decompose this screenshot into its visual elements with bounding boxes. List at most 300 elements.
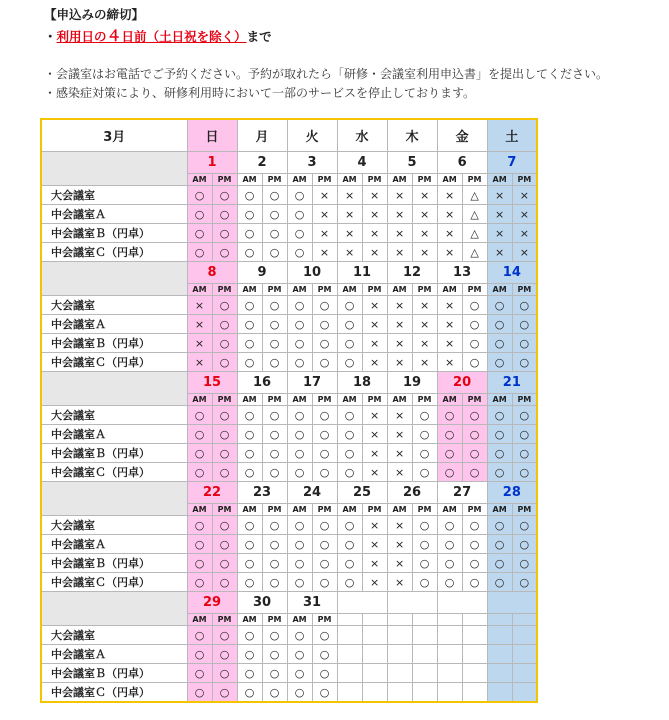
availability-mark: ○ — [287, 626, 312, 645]
availability-mark: ○ — [312, 406, 337, 425]
room-row — [41, 425, 537, 444]
date-number: 22 — [187, 482, 237, 504]
am-label: AM — [387, 284, 412, 296]
room-name: 中会議室Ａ — [41, 315, 187, 334]
availability-mark: ○ — [262, 243, 287, 262]
availability-mark: ○ — [237, 224, 262, 243]
availability-mark — [362, 626, 387, 645]
am-label: AM — [387, 174, 412, 186]
availability-mark: ○ — [212, 645, 237, 664]
availability-mark: ○ — [512, 516, 537, 535]
availability-mark: ○ — [462, 296, 487, 315]
date-number: 3 — [287, 152, 337, 174]
am-label: AM — [237, 284, 262, 296]
availability-mark: × — [387, 205, 412, 224]
availability-mark: ○ — [462, 444, 487, 463]
date-number: 15 — [187, 372, 237, 394]
pm-label: PM — [312, 394, 337, 406]
availability-mark: ○ — [512, 573, 537, 592]
availability-mark: ○ — [337, 353, 362, 372]
availability-mark: ○ — [262, 573, 287, 592]
availability-mark: ○ — [237, 243, 262, 262]
room-row — [41, 664, 537, 683]
am-label — [337, 614, 362, 626]
availability-mark: ○ — [212, 664, 237, 683]
am-label: AM — [287, 614, 312, 626]
availability-mark: ○ — [487, 573, 512, 592]
availability-mark: ○ — [262, 444, 287, 463]
pm-label: PM — [362, 394, 387, 406]
availability-mark: × — [362, 444, 387, 463]
availability-mark: ○ — [212, 353, 237, 372]
room-name: 中会議室Ｂ（円卓） — [41, 334, 187, 353]
deadline-red-paren: （土日祝を除く） — [146, 29, 247, 44]
availability-mark: × — [362, 296, 387, 315]
deadline-header: 【申込みの締切】 — [44, 7, 145, 22]
availability-mark — [437, 645, 462, 664]
availability-mark: ○ — [512, 425, 537, 444]
availability-mark: ○ — [212, 406, 237, 425]
pm-label: PM — [412, 394, 437, 406]
availability-mark: ○ — [212, 573, 237, 592]
availability-mark: ○ — [187, 535, 212, 554]
availability-mark: ○ — [337, 516, 362, 535]
availability-mark: × — [412, 353, 437, 372]
date-number: 26 — [387, 482, 437, 504]
availability-mark: ○ — [287, 554, 312, 573]
availability-mark: ○ — [487, 406, 512, 425]
availability-mark: × — [187, 315, 212, 334]
month-label: 3月 — [41, 119, 187, 152]
availability-mark: × — [412, 224, 437, 243]
room-row — [41, 463, 537, 482]
availability-mark: ○ — [337, 406, 362, 425]
availability-mark: × — [187, 353, 212, 372]
week-label-cell — [41, 262, 187, 296]
availability-mark: ○ — [462, 353, 487, 372]
availability-mark: ○ — [412, 535, 437, 554]
room-name: 大会議室 — [41, 516, 187, 535]
availability-mark: ○ — [187, 463, 212, 482]
am-label: AM — [487, 394, 512, 406]
availability-mark: ○ — [187, 683, 212, 703]
availability-mark: × — [387, 406, 412, 425]
availability-mark: ○ — [512, 535, 537, 554]
availability-mark: × — [387, 425, 412, 444]
pm-label: PM — [362, 284, 387, 296]
room-name: 中会議室Ｃ（円卓） — [41, 683, 187, 703]
availability-mark: ○ — [512, 554, 537, 573]
availability-mark: × — [312, 243, 337, 262]
availability-mark: × — [412, 205, 437, 224]
availability-mark: ○ — [262, 425, 287, 444]
availability-mark: ○ — [187, 205, 212, 224]
availability-mark: ○ — [512, 463, 537, 482]
availability-mark: × — [487, 205, 512, 224]
pm-label — [512, 614, 537, 626]
availability-mark: ○ — [262, 334, 287, 353]
date-number: 6 — [437, 152, 487, 174]
availability-mark: ○ — [487, 535, 512, 554]
availability-mark: × — [412, 243, 437, 262]
am-label: AM — [187, 394, 212, 406]
availability-mark: ○ — [337, 296, 362, 315]
am-label: AM — [487, 504, 512, 516]
availability-mark: × — [337, 186, 362, 205]
availability-mark: ○ — [437, 535, 462, 554]
availability-mark: × — [187, 334, 212, 353]
pm-label: PM — [212, 284, 237, 296]
availability-mark — [462, 626, 487, 645]
availability-mark: ○ — [187, 444, 212, 463]
room-name: 大会議室 — [41, 406, 187, 425]
deadline-bullet: ・ — [44, 29, 57, 44]
availability-mark — [387, 664, 412, 683]
availability-mark: ○ — [237, 353, 262, 372]
room-name: 大会議室 — [41, 186, 187, 205]
room-row — [41, 334, 537, 353]
date-number: 18 — [337, 372, 387, 394]
pm-label: PM — [212, 504, 237, 516]
week-label-cell — [41, 482, 187, 516]
availability-mark: ○ — [212, 626, 237, 645]
availability-mark: ○ — [287, 406, 312, 425]
availability-mark: ○ — [312, 353, 337, 372]
availability-mark: ○ — [187, 645, 212, 664]
availability-mark: ○ — [262, 683, 287, 703]
availability-mark: ○ — [212, 444, 237, 463]
availability-mark: × — [362, 186, 387, 205]
availability-mark: ○ — [412, 463, 437, 482]
availability-mark: ○ — [412, 573, 437, 592]
availability-mark: ○ — [462, 425, 487, 444]
room-name: 中会議室Ｃ（円卓） — [41, 353, 187, 372]
availability-mark: ○ — [287, 353, 312, 372]
availability-mark: ○ — [412, 444, 437, 463]
pm-label: PM — [512, 284, 537, 296]
availability-mark: ○ — [212, 315, 237, 334]
availability-mark — [337, 626, 362, 645]
note-phone-reservation: ・会議室はお電話でご予約ください。予約が取れたら「研修・会議室利用申込書」を提出してください。 — [44, 67, 609, 81]
availability-mark: ○ — [262, 554, 287, 573]
date-number: 21 — [487, 372, 537, 394]
date-number: 27 — [437, 482, 487, 504]
availability-mark: ○ — [437, 573, 462, 592]
availability-mark: ○ — [212, 683, 237, 703]
availability-mark: × — [487, 186, 512, 205]
availability-mark: ○ — [312, 645, 337, 664]
availability-mark: ○ — [187, 664, 212, 683]
pm-label: PM — [262, 614, 287, 626]
room-row — [41, 353, 537, 372]
availability-mark: ○ — [237, 186, 262, 205]
availability-mark: × — [387, 554, 412, 573]
availability-mark: ○ — [337, 554, 362, 573]
room-name: 中会議室Ａ — [41, 645, 187, 664]
availability-mark — [512, 645, 537, 664]
availability-mark — [387, 645, 412, 664]
availability-mark — [387, 683, 412, 703]
pm-label: PM — [262, 174, 287, 186]
date-number: 20 — [437, 372, 487, 394]
am-label: AM — [237, 504, 262, 516]
pm-label: PM — [312, 174, 337, 186]
availability-mark: ○ — [287, 224, 312, 243]
availability-mark: × — [362, 243, 387, 262]
room-name: 中会議室Ａ — [41, 205, 187, 224]
room-row — [41, 626, 537, 645]
date-number: 29 — [187, 592, 237, 614]
date-number — [387, 592, 437, 614]
weekday-header: 木 — [387, 119, 437, 152]
am-label: AM — [387, 394, 412, 406]
room-name: 中会議室Ａ — [41, 535, 187, 554]
availability-mark: ○ — [212, 334, 237, 353]
room-name: 中会議室Ａ — [41, 425, 187, 444]
availability-mark: ○ — [487, 444, 512, 463]
pm-label: PM — [412, 174, 437, 186]
date-number: 25 — [337, 482, 387, 504]
date-number: 28 — [487, 482, 537, 504]
date-number: 14 — [487, 262, 537, 284]
weekday-header: 月 — [237, 119, 287, 152]
availability-mark — [512, 626, 537, 645]
availability-mark: ○ — [512, 353, 537, 372]
availability-mark: × — [512, 224, 537, 243]
week-date-row — [41, 482, 537, 504]
availability-mark: ○ — [287, 463, 312, 482]
availability-mark: ○ — [462, 315, 487, 334]
availability-mark: ○ — [312, 683, 337, 703]
date-number: 2 — [237, 152, 287, 174]
date-number: 16 — [237, 372, 287, 394]
pm-label: PM — [462, 394, 487, 406]
room-row — [41, 573, 537, 592]
room-row — [41, 535, 537, 554]
availability-mark: ○ — [462, 334, 487, 353]
availability-mark: ○ — [237, 645, 262, 664]
availability-mark: ○ — [187, 626, 212, 645]
availability-mark: × — [387, 315, 412, 334]
pm-label: PM — [412, 284, 437, 296]
availability-mark: × — [387, 535, 412, 554]
availability-mark: ○ — [487, 554, 512, 573]
week-label-cell — [41, 592, 187, 626]
am-label: AM — [287, 394, 312, 406]
room-row — [41, 516, 537, 535]
availability-mark — [437, 626, 462, 645]
am-label: AM — [437, 394, 462, 406]
room-row — [41, 205, 537, 224]
availability-mark: × — [362, 406, 387, 425]
availability-mark: ○ — [287, 664, 312, 683]
pm-label: PM — [412, 504, 437, 516]
availability-mark: ○ — [287, 573, 312, 592]
date-number: 12 — [387, 262, 437, 284]
am-label: AM — [237, 394, 262, 406]
room-name: 中会議室Ｂ（円卓） — [41, 554, 187, 573]
availability-mark — [412, 626, 437, 645]
date-number: 1 — [187, 152, 237, 174]
availability-mark: ○ — [437, 516, 462, 535]
availability-mark: ○ — [512, 296, 537, 315]
date-number — [337, 592, 387, 614]
availability-mark: ○ — [412, 406, 437, 425]
availability-mark: ○ — [312, 444, 337, 463]
availability-mark: △ — [462, 205, 487, 224]
date-number: 5 — [387, 152, 437, 174]
pm-label — [462, 614, 487, 626]
availability-mark: ○ — [337, 573, 362, 592]
availability-mark: × — [412, 334, 437, 353]
availability-mark — [412, 683, 437, 703]
availability-mark: ○ — [462, 573, 487, 592]
availability-mark: × — [337, 205, 362, 224]
availability-mark: × — [387, 444, 412, 463]
availability-mark: × — [362, 353, 387, 372]
am-label — [487, 614, 512, 626]
availability-mark: ○ — [262, 535, 287, 554]
availability-mark: ○ — [462, 406, 487, 425]
availability-mark: × — [362, 205, 387, 224]
availability-mark: ○ — [312, 425, 337, 444]
availability-mark: ○ — [237, 463, 262, 482]
deadline-red-pre: 利用日の — [56, 29, 107, 44]
availability-mark: ○ — [412, 554, 437, 573]
availability-mark — [437, 683, 462, 703]
date-number: 4 — [337, 152, 387, 174]
pm-label: PM — [212, 174, 237, 186]
availability-mark: ○ — [262, 296, 287, 315]
availability-mark: ○ — [312, 334, 337, 353]
room-name: 中会議室Ｂ（円卓） — [41, 444, 187, 463]
am-label — [387, 614, 412, 626]
availability-mark: ○ — [262, 224, 287, 243]
availability-mark: △ — [462, 224, 487, 243]
date-number: 10 — [287, 262, 337, 284]
availability-mark: ○ — [237, 334, 262, 353]
availability-mark: ○ — [262, 516, 287, 535]
reservation-calendar-table — [40, 118, 538, 703]
availability-mark: ○ — [237, 406, 262, 425]
pm-label: PM — [262, 284, 287, 296]
availability-mark: ○ — [437, 554, 462, 573]
pm-label — [362, 614, 387, 626]
am-label: AM — [337, 504, 362, 516]
availability-mark: × — [362, 334, 387, 353]
availability-mark: ○ — [487, 315, 512, 334]
availability-mark: ○ — [437, 463, 462, 482]
note-infection-control: ・感染症対策により、研修利用時において一部のサービスを停止しております。 — [44, 86, 476, 100]
availability-mark: ○ — [262, 186, 287, 205]
availability-mark — [387, 626, 412, 645]
availability-mark: × — [437, 224, 462, 243]
availability-mark: × — [412, 315, 437, 334]
availability-mark: ○ — [237, 573, 262, 592]
date-number — [437, 592, 487, 614]
availability-mark: ○ — [212, 186, 237, 205]
availability-mark: × — [412, 296, 437, 315]
weekday-header: 土 — [487, 119, 537, 152]
availability-mark: × — [312, 186, 337, 205]
availability-mark: ○ — [212, 516, 237, 535]
availability-mark: ○ — [262, 205, 287, 224]
availability-mark — [487, 645, 512, 664]
availability-mark: × — [387, 186, 412, 205]
room-row — [41, 683, 537, 703]
am-label: AM — [287, 504, 312, 516]
availability-mark: ○ — [337, 334, 362, 353]
am-label: AM — [437, 284, 462, 296]
date-number: 23 — [237, 482, 287, 504]
room-name: 中会議室Ｃ（円卓） — [41, 573, 187, 592]
availability-mark: × — [512, 205, 537, 224]
weekday-header: 日 — [187, 119, 237, 152]
availability-mark: ○ — [462, 535, 487, 554]
availability-mark: ○ — [312, 554, 337, 573]
availability-mark: × — [362, 315, 387, 334]
availability-mark: ○ — [312, 516, 337, 535]
availability-mark: ○ — [187, 573, 212, 592]
availability-mark: ○ — [312, 626, 337, 645]
availability-mark: ○ — [337, 444, 362, 463]
availability-mark: ○ — [287, 296, 312, 315]
availability-mark — [362, 645, 387, 664]
availability-mark: ○ — [312, 296, 337, 315]
room-row — [41, 296, 537, 315]
availability-mark: ○ — [237, 535, 262, 554]
date-number: 19 — [387, 372, 437, 394]
availability-mark: ○ — [262, 353, 287, 372]
availability-mark: ○ — [312, 535, 337, 554]
am-label — [437, 614, 462, 626]
availability-mark: × — [437, 243, 462, 262]
availability-mark — [512, 683, 537, 703]
date-number: 24 — [287, 482, 337, 504]
availability-mark — [462, 645, 487, 664]
am-label: AM — [337, 394, 362, 406]
availability-mark: ○ — [187, 224, 212, 243]
room-row — [41, 645, 537, 664]
pm-label: PM — [362, 174, 387, 186]
availability-mark — [337, 645, 362, 664]
availability-mark: × — [362, 463, 387, 482]
am-label: AM — [187, 504, 212, 516]
availability-mark: ○ — [262, 406, 287, 425]
availability-mark — [437, 664, 462, 683]
availability-mark: × — [362, 573, 387, 592]
availability-mark: ○ — [187, 425, 212, 444]
pm-label: PM — [512, 504, 537, 516]
availability-mark: × — [412, 186, 437, 205]
availability-mark: ○ — [462, 463, 487, 482]
availability-mark: × — [187, 296, 212, 315]
deadline-suffix: まで — [246, 29, 272, 44]
date-number: 13 — [437, 262, 487, 284]
am-label: AM — [437, 174, 462, 186]
availability-mark: ○ — [337, 535, 362, 554]
week-date-row — [41, 262, 537, 284]
availability-mark: ○ — [487, 425, 512, 444]
availability-mark: ○ — [512, 406, 537, 425]
availability-mark: ○ — [462, 516, 487, 535]
pm-label: PM — [312, 504, 337, 516]
availability-mark: ○ — [212, 205, 237, 224]
availability-mark: × — [512, 243, 537, 262]
room-name: 中会議室Ｂ（円卓） — [41, 224, 187, 243]
room-name: 中会議室Ｂ（円卓） — [41, 664, 187, 683]
date-number: 17 — [287, 372, 337, 394]
